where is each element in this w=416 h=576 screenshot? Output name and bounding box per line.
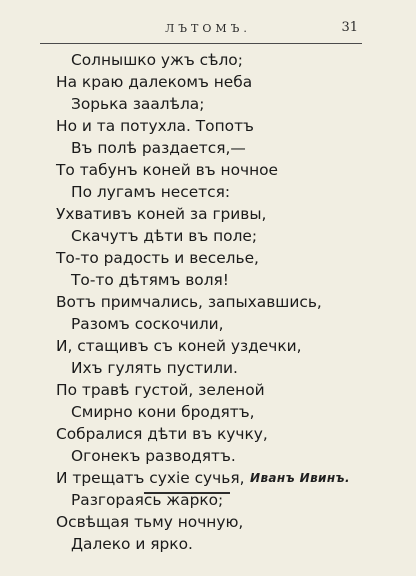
poem-line: Скачутъ дѣти въ поле; xyxy=(71,227,258,245)
poem-line: И трещатъ сухіе сучья, xyxy=(56,469,245,487)
running-head xyxy=(0,20,416,40)
author-signature: Иванъ Ивинъ. xyxy=(250,471,350,485)
poem-line: По травѣ густой, зеленой xyxy=(56,381,265,399)
poem-line: Ухвативъ коней за гривы, xyxy=(56,205,267,223)
poem-line: То-то радость и веселье, xyxy=(56,249,259,267)
poem-line: Зорька заалѣла; xyxy=(71,95,205,113)
running-title: ЛЪТОМЪ. xyxy=(165,22,251,35)
poem-line: Но и та потухла. Топотъ xyxy=(56,117,254,135)
poem-line: Собралися дѣти въ кучку, xyxy=(56,425,268,443)
poem-line: Вотъ примчались, запыхавшись, xyxy=(56,293,322,311)
header-rule xyxy=(40,43,362,44)
poem-line: То-то дѣтямъ воля! xyxy=(71,271,229,289)
poem-line: Разгораясь жарко; xyxy=(71,491,224,509)
poem-line: На краю далекомъ неба xyxy=(56,73,253,91)
poem-line: Огонекъ разводятъ. xyxy=(71,447,236,465)
poem-line: Смирно кони бродятъ, xyxy=(71,403,255,421)
page-number: 31 xyxy=(341,20,358,35)
poem-line: И, стащивъ съ коней уздечки, xyxy=(56,337,302,355)
poem-line: Ихъ гулять пустили. xyxy=(71,359,238,377)
poem-line: Далеко и ярко. xyxy=(71,535,193,553)
poem-line: По лугамъ несется: xyxy=(71,183,231,201)
end-rule xyxy=(144,492,230,494)
poem-line: Въ полѣ раздается,— xyxy=(71,139,246,157)
poem-line: Освѣщая тьму ночную, xyxy=(56,513,244,531)
poem-line: Солнышко ужъ сѣло; xyxy=(71,51,243,69)
poem-line: То табунъ коней въ ночное xyxy=(56,161,279,179)
poem-line: Разомъ соскочили, xyxy=(71,315,224,333)
